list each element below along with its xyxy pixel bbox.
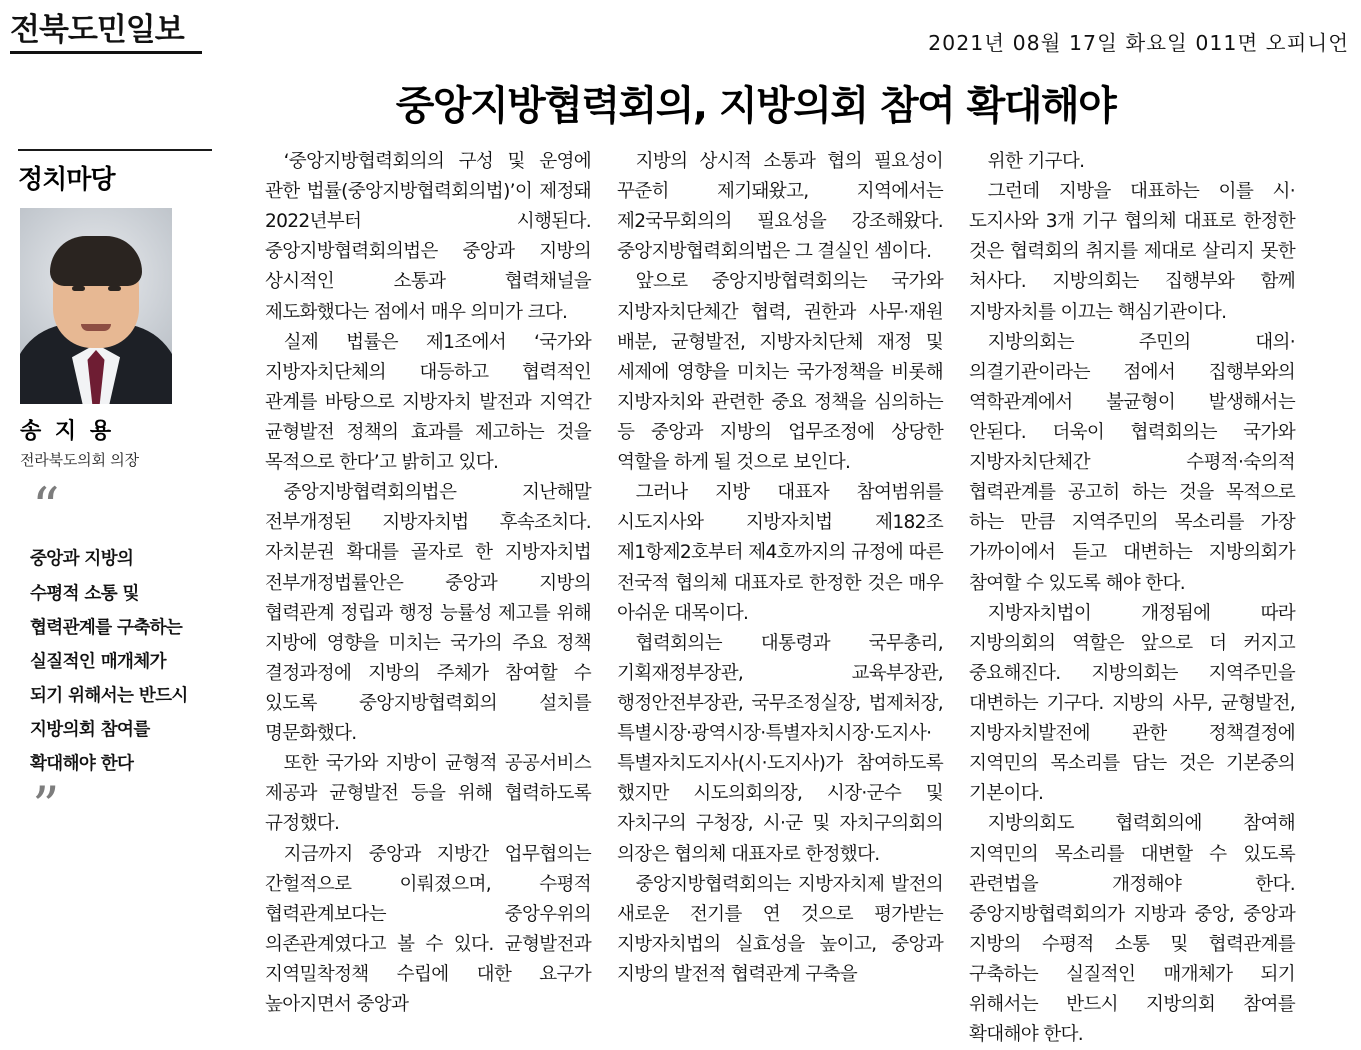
paragraph: 또한 국가와 지방이 균형적 공공서비스 제공과 균형발전 등을 위해 협력하도록 규정했다. <box>265 753 591 835</box>
author-portrait <box>20 208 172 404</box>
page-title: 중앙지방협력회의, 지방의회 참여 확대해야 <box>395 83 1116 129</box>
paragraph: 중앙지방협력회의법은 지난해말 전부개정된 지방자치법 후속조치다. 자치분권 확대를 골자로 한 지방자치법 전부개정법률안은 중앙과 지방의 협력관계 정립과 행정 능률성 제고를 위해 지방에 영향을 미치는 국가의 주요 정책 결정과정에 지방의 주체가 참여할 수 있도록 중앙지방협력회의 설치를 명문화했다. <box>265 482 591 745</box>
portrait-eye-right <box>108 286 121 291</box>
paragraph: ‘중앙지방협력회의의 구성 및 운영에 관한 법률(중앙지방협력회의법)’이 제정돼 2022년부터 시행된다. 중앙지방협력회의법은 중앙과 지방의 상시적인 소통과 협력채널을 제도화했다는 점에서 매우 의미가 크다. <box>265 151 591 323</box>
article-column-1 <box>252 147 604 1017</box>
pullquote-line: 되기 위해서는 반드시 <box>30 685 188 706</box>
masthead <box>0 0 1361 62</box>
paragraph: 위한 기구다. <box>987 151 1085 172</box>
newspaper-logo <box>10 4 202 54</box>
paragraph: 협력회의는 대통령과 국무총리, 기획재정부장관, 교육부장관, 행정안전부장관, 국무조정실장, 법제처장, 특별시장·광역시장·특별자치시장·도지사·특별자치도지사(시·도지사)가 참여하도록 했지만 시도의회의장, 시장·군수 및 자치구의 구청장, 시·군 및 자치구의회의 의장은 협의체 대표자로 한정했다. <box>617 632 943 865</box>
article-column-3 <box>956 147 1308 1046</box>
pullquote <box>30 542 236 781</box>
paragraph: 앞으로 중앙지방협력회의는 국가와 지방자치단체간 협력, 권한과 사무·재원 배분, 균형발전, 지방자치단체 재정 및 세제에 영향을 미치는 국가정책을 비롯해 지방자치와 관련한 중요 정책을 심의하는 등 중앙과 지방의 업무조정에 상당한 역할을 하게 될 것으로 보인다. <box>617 271 943 474</box>
paragraph: 그런데 지방을 대표하는 이를 시·도지사와 3개 기구 협의체 대표로 한정한 것은 협력회의 취지를 제대로 살리지 못한 처사다. 지방의회는 집행부와 함께 지방자치를 이끄는 핵심기관이다. <box>969 181 1295 323</box>
paragraph: 지금까지 중앙과 지방간 업무협의는 간헐적으로 이뤄졌으며, 수평적 협력관계보다는 중앙우위의 의존관계였다고 볼 수 있다. 균형발전과 지역밀착정책 수립에 대한 요구가 높아지면서 중앙과 <box>265 843 591 1016</box>
paragraph: 그러나 지방 대표자 참여범위를 시도지사와 지방자치법 제182조 제1항제2호부터 제4호까지의 규정에 따른 전국적 협의체 대표자로 한정한 것은 매우 아쉬운 대목이다. <box>617 482 943 624</box>
article-column-2 <box>604 147 956 1017</box>
pullquote-line: 수평적 소통 및 <box>30 583 139 604</box>
author-name: 송 지 용 <box>20 419 115 444</box>
article-body <box>0 137 1361 1046</box>
portrait-mouth <box>81 324 111 331</box>
paragraph: 지방의회도 협력회의에 참여해 지역민의 목소리를 대변할 수 있도록 관련법을 개정해야 한다. 중앙지방협력회의가 지방과 중앙, 중앙과 지방의 수평적 소통 및 협력관계를 구축하는 실질적인 매개체가 되기 위해서는 반드시 지방의회 참여를 확대해야 한다. <box>969 813 1295 1046</box>
pullquote-line: 중앙과 지방의 <box>30 549 134 570</box>
logo-underline <box>10 51 202 54</box>
portrait-hair <box>50 236 142 286</box>
newspaper-logo-text: 전북도민일보 <box>10 12 184 48</box>
quote-close-mark: ” <box>32 775 60 839</box>
paragraph: 지방의회는 주민의 대의·의결기관이라는 점에서 집행부와의 역학관계에서 불균형이 발생해서는 안된다. 더욱이 협력회의는 국가와 지방자치단체간 수평적·숙의적 협력관계를 공고히 하는 것을 목적으로 하는 만큼 지역주민의 목소리를 가장 가까이에서 듣고 대변하는 지방의회가 참여할 수 있도록 해야 한다. <box>969 331 1295 594</box>
portrait-eye-left <box>72 286 85 291</box>
section-title: 정치마당 <box>18 165 115 195</box>
rail-divider <box>18 149 212 151</box>
paragraph: 지방의 상시적 소통과 협의 필요성이 꾸준히 제기돼왔고, 지역에서는 제2국무회의의 필요성을 강조해왔다. 중앙지방협력회의법은 그 결실인 셈이다. <box>617 151 943 263</box>
author-rail <box>14 147 252 1017</box>
article-columns <box>252 147 1347 1046</box>
quote-open-mark: “ <box>32 476 60 539</box>
pullquote-line: 지방의회 참여를 <box>30 720 150 741</box>
dateline: 2021년 08월 17일 화요일 011면 오피니언 <box>928 31 1349 55</box>
pullquote-line: 협력관계를 구축하는 <box>30 617 183 638</box>
paragraph: 실제 법률은 제1조에서 ‘국가와 지방자치단체의 대등하고 협력적인 관계를 바탕으로 지방자치 발전과 지역간 균형발전 정책의 효과를 제고하는 것을 목적으로 한다’고 밝히고 있다. <box>265 331 591 474</box>
paragraph: 지방자치법이 개정됨에 따라 지방의회의 역할은 앞으로 더 커지고 중요해진다. 지방의회는 지역주민을 대변하는 기구다. 지방의 사무, 균형발전, 지방자치발전에 관한 정책결정에 지역민의 목소리를 담는 것은 기본중의 기본이다. <box>969 602 1295 805</box>
paragraph: 중앙지방협력회의는 지방자치제 발전의 새로운 전기를 연 것으로 평가받는 지방자치법의 실효성을 높이고, 중앙과 지방의 발전적 협력관계 구축을 <box>617 873 943 985</box>
pullquote-line: 확대해야 한다 <box>30 754 134 775</box>
author-title: 전라북도의회 의장 <box>20 451 139 469</box>
pullquote-line: 실질적인 매개체가 <box>30 651 166 672</box>
